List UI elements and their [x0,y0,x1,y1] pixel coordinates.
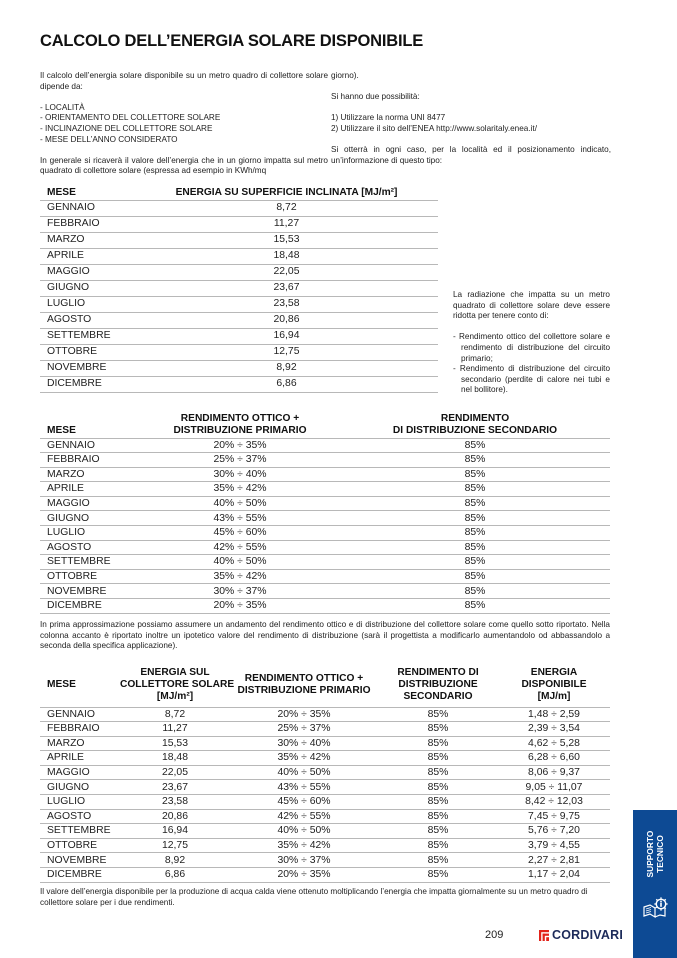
table-row [40,722,610,737]
section-tab-supporto-tecnico[interactable] [633,810,677,958]
cell-secondary-efficiency: 85% [378,809,498,824]
header-line: [MJ/m] [537,690,571,702]
cell-month: NOVEMBRE [40,853,120,868]
cell-secondary-efficiency: 85% [340,496,610,511]
cell-available-energy: 2,39 ÷ 3,54 [498,722,610,737]
cell-month: NOVEMBRE [40,584,140,599]
cell-month: DICEMBRE [40,599,140,614]
cell-month: SETTEMBRE [40,824,120,839]
factor-item: - INCLINAZIONE DEL COLLETTORE SOLARE [40,123,213,133]
cell-optical-efficiency: 25% ÷ 37% [140,453,340,468]
header-rendimento-ottico [140,410,340,438]
table-row [40,765,610,780]
efficiency-table [40,410,610,614]
cell-month: OTTOBRE [40,569,140,584]
cell-month: DICEMBRE [40,868,120,883]
approximation-paragraph: In prima approssimazione possiamo assumere un andamento del rendimento ottico e di distribuzione del collettore solare come quello sotto riportato. Nella colonna accanto è riportato inoltre un ipotetico valore del rendimento di distribuzione (sarà il progettista a modificarlo aumentandolo od abbassandolo a seconda della specifica applicazione). [40,620,610,651]
cell-energy: 8,72 [120,707,230,722]
cell-month: OTTOBRE [40,838,120,853]
cell-secondary-efficiency: 85% [340,526,610,541]
table-row [40,360,438,376]
intro-paragraph-2-cont: giorno). [331,71,359,80]
table-row [40,376,438,392]
cell-secondary-efficiency: 85% [378,751,498,766]
cell-energy: 23,58 [120,795,230,810]
side-note-item: - Rendimento di distribuzione del circuito secondario (perdite di calore nei tubi e nel bollitore). [453,364,610,395]
header-line: COLLETTORE SOLARE [120,678,235,690]
cell-available-energy: 3,79 ÷ 4,55 [498,838,610,853]
cell-energy: 15,53 [120,736,230,751]
cell-available-energy: 1,48 ÷ 2,59 [498,707,610,722]
factor-item: - LOCALITÀ [40,102,85,112]
header-line: DISTRIBUZIONE PRIMARIO [173,424,307,436]
intro-paragraph-4: Si otterrà in ogni caso, per la località ed il posizionamento indicato, un’informazione di questo tipo: [331,145,611,165]
book-info-gear-icon [643,897,669,919]
cell-optical-efficiency: 35% ÷ 42% [140,569,340,584]
cell-month: AGOSTO [40,540,140,555]
side-note-item: - Rendimento ottico del collettore solare e rendimento di distribuzione del circuito primario; [453,332,610,363]
cell-secondary-efficiency: 85% [378,722,498,737]
cell-energy: 22,05 [120,765,230,780]
header-line: RENDIMENTO OTTICO + [244,673,364,685]
cell-month: GIUGNO [40,280,135,296]
header-line: ENERGIA [530,667,578,679]
table-row [40,838,610,853]
available-energy-table [40,663,610,883]
cell-energy: 12,75 [135,344,438,360]
cell-energy: 18,48 [120,751,230,766]
table-row [40,232,438,248]
header-rendimento-secondario [378,663,498,707]
cell-secondary-efficiency: 85% [378,838,498,853]
cell-secondary-efficiency: 85% [378,853,498,868]
header-line: [MJ/m²] [156,690,194,702]
cell-month: APRILE [40,751,120,766]
table-row [40,751,610,766]
cell-energy: 8,92 [135,360,438,376]
header-line: SECONDARIO [403,690,473,702]
cell-optical-efficiency: 40% ÷ 50% [140,555,340,570]
header-line: MESE [47,424,76,436]
cell-secondary-efficiency: 85% [378,707,498,722]
cell-optical-efficiency: 40% ÷ 50% [230,765,378,780]
cell-month: MARZO [40,232,135,248]
cell-secondary-efficiency: 85% [340,511,610,526]
table-row [40,584,610,599]
table-row [40,296,438,312]
cell-month: MAGGIO [40,264,135,280]
header-energia-disponibile [498,663,610,707]
cell-energy: 23,67 [135,280,438,296]
cell-month: MARZO [40,467,140,482]
cell-energy: 22,05 [135,264,438,280]
table-row [40,707,610,722]
cell-available-energy: 5,76 ÷ 7,20 [498,824,610,839]
cell-secondary-efficiency: 85% [378,795,498,810]
header-line: RENDIMENTO OTTICO + [180,413,300,425]
table-header-row [40,663,610,707]
cell-energy: 23,67 [120,780,230,795]
cell-month: AGOSTO [40,312,135,328]
table-row [40,540,610,555]
cell-month: APRILE [40,248,135,264]
cell-secondary-efficiency: 85% [340,482,610,497]
option-item: 1) Utilizzare la norma UNI 8477 [331,113,446,123]
option-item: 2) Utilizzare il sito dell’ENEA http://www.solaritaly.enea.it/ [331,123,537,133]
cell-month: FEBBRAIO [40,453,140,468]
cell-month: OTTOBRE [40,344,135,360]
table-row [40,453,610,468]
cell-secondary-efficiency: 85% [340,599,610,614]
header-line: ENERGIA SUL [140,667,210,679]
cell-energy: 11,27 [120,722,230,737]
cell-optical-efficiency: 40% ÷ 50% [140,496,340,511]
cell-month: AGOSTO [40,809,120,824]
cell-month: GIUGNO [40,780,120,795]
table-row [40,555,610,570]
cell-month: SETTEMBRE [40,555,140,570]
cell-month: NOVEMBRE [40,360,135,376]
cell-energy: 20,86 [120,809,230,824]
cell-secondary-efficiency: 85% [340,555,610,570]
table-row [40,344,438,360]
cell-available-energy: 8,06 ÷ 9,37 [498,765,610,780]
cell-optical-efficiency: 42% ÷ 55% [230,809,378,824]
cell-available-energy: 6,28 ÷ 6,60 [498,751,610,766]
table-row [40,526,610,541]
cell-month: LUGLIO [40,526,140,541]
cell-month: LUGLIO [40,296,135,312]
section-tab-line: TECNICO [655,835,665,873]
cell-energy: 11,27 [135,216,438,232]
cell-optical-efficiency: 43% ÷ 55% [140,511,340,526]
section-tab-line: SUPPORTO [645,830,655,878]
cell-month: MAGGIO [40,496,140,511]
cell-month: MAGGIO [40,765,120,780]
cell-energy: 8,72 [135,200,438,216]
header-rendimento-secondario [340,410,610,438]
cell-energy: 20,86 [135,312,438,328]
cell-optical-efficiency: 30% ÷ 37% [230,853,378,868]
side-note [453,290,610,396]
table-row [40,599,610,614]
cell-energy: 16,94 [120,824,230,839]
cell-energy: 6,86 [120,868,230,883]
cell-month: GENNAIO [40,707,120,722]
cell-optical-efficiency: 43% ÷ 55% [230,780,378,795]
cell-secondary-efficiency: 85% [378,824,498,839]
table-row [40,868,610,883]
header-line: DISPONIBILE [521,678,587,690]
cell-available-energy: 9,05 ÷ 11,07 [498,780,610,795]
cell-month: DICEMBRE [40,376,135,392]
table-row [40,482,610,497]
header-line: DISTRIBUZIONE [398,678,478,690]
header-line: RENDIMENTO [440,413,510,425]
cell-secondary-efficiency: 85% [340,569,610,584]
page-number: 209 [485,929,504,941]
table-row [40,511,610,526]
cell-available-energy: 2,27 ÷ 2,81 [498,853,610,868]
cell-optical-efficiency: 35% ÷ 42% [140,482,340,497]
header-line: MESE [47,678,76,690]
cell-month: GENNAIO [40,200,135,216]
cell-month: SETTEMBRE [40,328,135,344]
factor-item: - ORIENTAMENTO DEL COLLETTORE SOLARE [40,113,221,123]
cell-optical-efficiency: 25% ÷ 37% [230,722,378,737]
cell-energy: 8,92 [120,853,230,868]
cell-optical-efficiency: 20% ÷ 35% [140,599,340,614]
cell-secondary-efficiency: 85% [378,780,498,795]
table-row [40,780,610,795]
energy-inclined-surface-table [40,184,438,393]
cell-secondary-efficiency: 85% [378,765,498,780]
table-row [40,438,610,453]
cell-available-energy: 4,62 ÷ 5,28 [498,736,610,751]
header-mese [40,410,140,438]
conclusion-paragraph: Il valore dell’energia disponibile per la produzione di acqua calda viene ottenuto moltiplicando l’energia che impatta giornalmente su un metro quadro di collettore solare per i due rendimenti. [40,887,588,907]
intro-paragraph-3: Si hanno due possibilità: [331,92,420,102]
table-row [40,824,610,839]
cell-secondary-efficiency: 85% [340,453,610,468]
cell-optical-efficiency: 30% ÷ 37% [140,584,340,599]
side-note-paragraph: La radiazione che impatta su un metro quadrato di collettore solare deve essere ridotta per tenere conto di: [453,290,610,321]
cell-optical-efficiency: 40% ÷ 50% [230,824,378,839]
cell-optical-efficiency: 20% ÷ 35% [140,438,340,453]
cell-month: GENNAIO [40,438,140,453]
cell-energy: 15,53 [135,232,438,248]
intro-right-column [331,71,611,166]
factor-item: - MESE DELL’ANNO CONSIDERATO [40,134,178,144]
cell-optical-efficiency: 30% ÷ 40% [140,467,340,482]
cell-secondary-efficiency: 85% [378,868,498,883]
table-row [40,467,610,482]
cell-optical-efficiency: 35% ÷ 42% [230,751,378,766]
cell-secondary-efficiency: 85% [340,467,610,482]
table-row [40,264,438,280]
cell-energy: 18,48 [135,248,438,264]
cell-month: GIUGNO [40,511,140,526]
header-line: DI DISTRIBUZIONE SECONDARIO [392,424,558,436]
cell-secondary-efficiency: 85% [340,540,610,555]
cell-secondary-efficiency: 85% [340,584,610,599]
cell-available-energy: 1,17 ÷ 2,04 [498,868,610,883]
cell-optical-efficiency: 45% ÷ 60% [230,795,378,810]
cell-month: FEBBRAIO [40,722,120,737]
section-tab-label [633,816,677,892]
cell-secondary-efficiency: 85% [340,438,610,453]
table-row [40,853,610,868]
brand-name: CORDIVARI [552,928,624,942]
cell-secondary-efficiency: 85% [378,736,498,751]
cordivari-logo [539,928,623,942]
table-row [40,736,610,751]
table-row [40,496,610,511]
cordivari-logo-mark-icon [539,930,549,941]
page-title: CALCOLO DELL’ENERGIA SOLARE DISPONIBILE [40,32,424,50]
table-row [40,200,438,216]
cell-optical-efficiency: 42% ÷ 55% [140,540,340,555]
table-row [40,216,438,232]
cell-optical-efficiency: 20% ÷ 35% [230,707,378,722]
table-row [40,328,438,344]
cell-available-energy: 8,42 ÷ 12,03 [498,795,610,810]
cell-optical-efficiency: 35% ÷ 42% [230,838,378,853]
header-energia-collettore [120,663,235,707]
table-row [40,312,438,328]
table-row [40,795,610,810]
table-row [40,280,438,296]
cell-energy: 12,75 [120,838,230,853]
cell-optical-efficiency: 20% ÷ 35% [230,868,378,883]
intro-paragraph-2: In generale si ricaverà il valore dell’energia che in un giorno impatta sul metro quadrato di collettore solare (espressa ad esempio in KWh/mq [40,155,328,176]
cell-energy: 16,94 [135,328,438,344]
header-mese: MESE [40,184,135,200]
cell-optical-efficiency: 30% ÷ 40% [230,736,378,751]
cell-month: MARZO [40,736,120,751]
section-tab-label-rotated [644,816,666,892]
cell-energy: 6,86 [135,376,438,392]
intro-paragraph-1: Il calcolo dell’energia solare disponibile su un metro quadro di collettore solare dipende da: [40,71,328,91]
table-row [40,248,438,264]
header-mese [40,663,120,707]
table-row [40,809,610,824]
table-header-row [40,410,610,438]
cell-energy: 23,58 [135,296,438,312]
intro-left-column [40,71,328,177]
header-line: DISTRIBUZIONE PRIMARIO [237,684,371,696]
cell-optical-efficiency: 45% ÷ 60% [140,526,340,541]
cell-month: LUGLIO [40,795,120,810]
header-line: RENDIMENTO DI [397,667,479,679]
cell-month: APRILE [40,482,140,497]
header-energia: ENERGIA SU SUPERFICIE INCLINATA [MJ/m²] [135,184,438,200]
table-header-row [40,184,438,200]
cell-available-energy: 7,45 ÷ 9,75 [498,809,610,824]
table-row [40,569,610,584]
cell-month: FEBBRAIO [40,216,135,232]
header-rendimento-ottico [230,663,378,707]
